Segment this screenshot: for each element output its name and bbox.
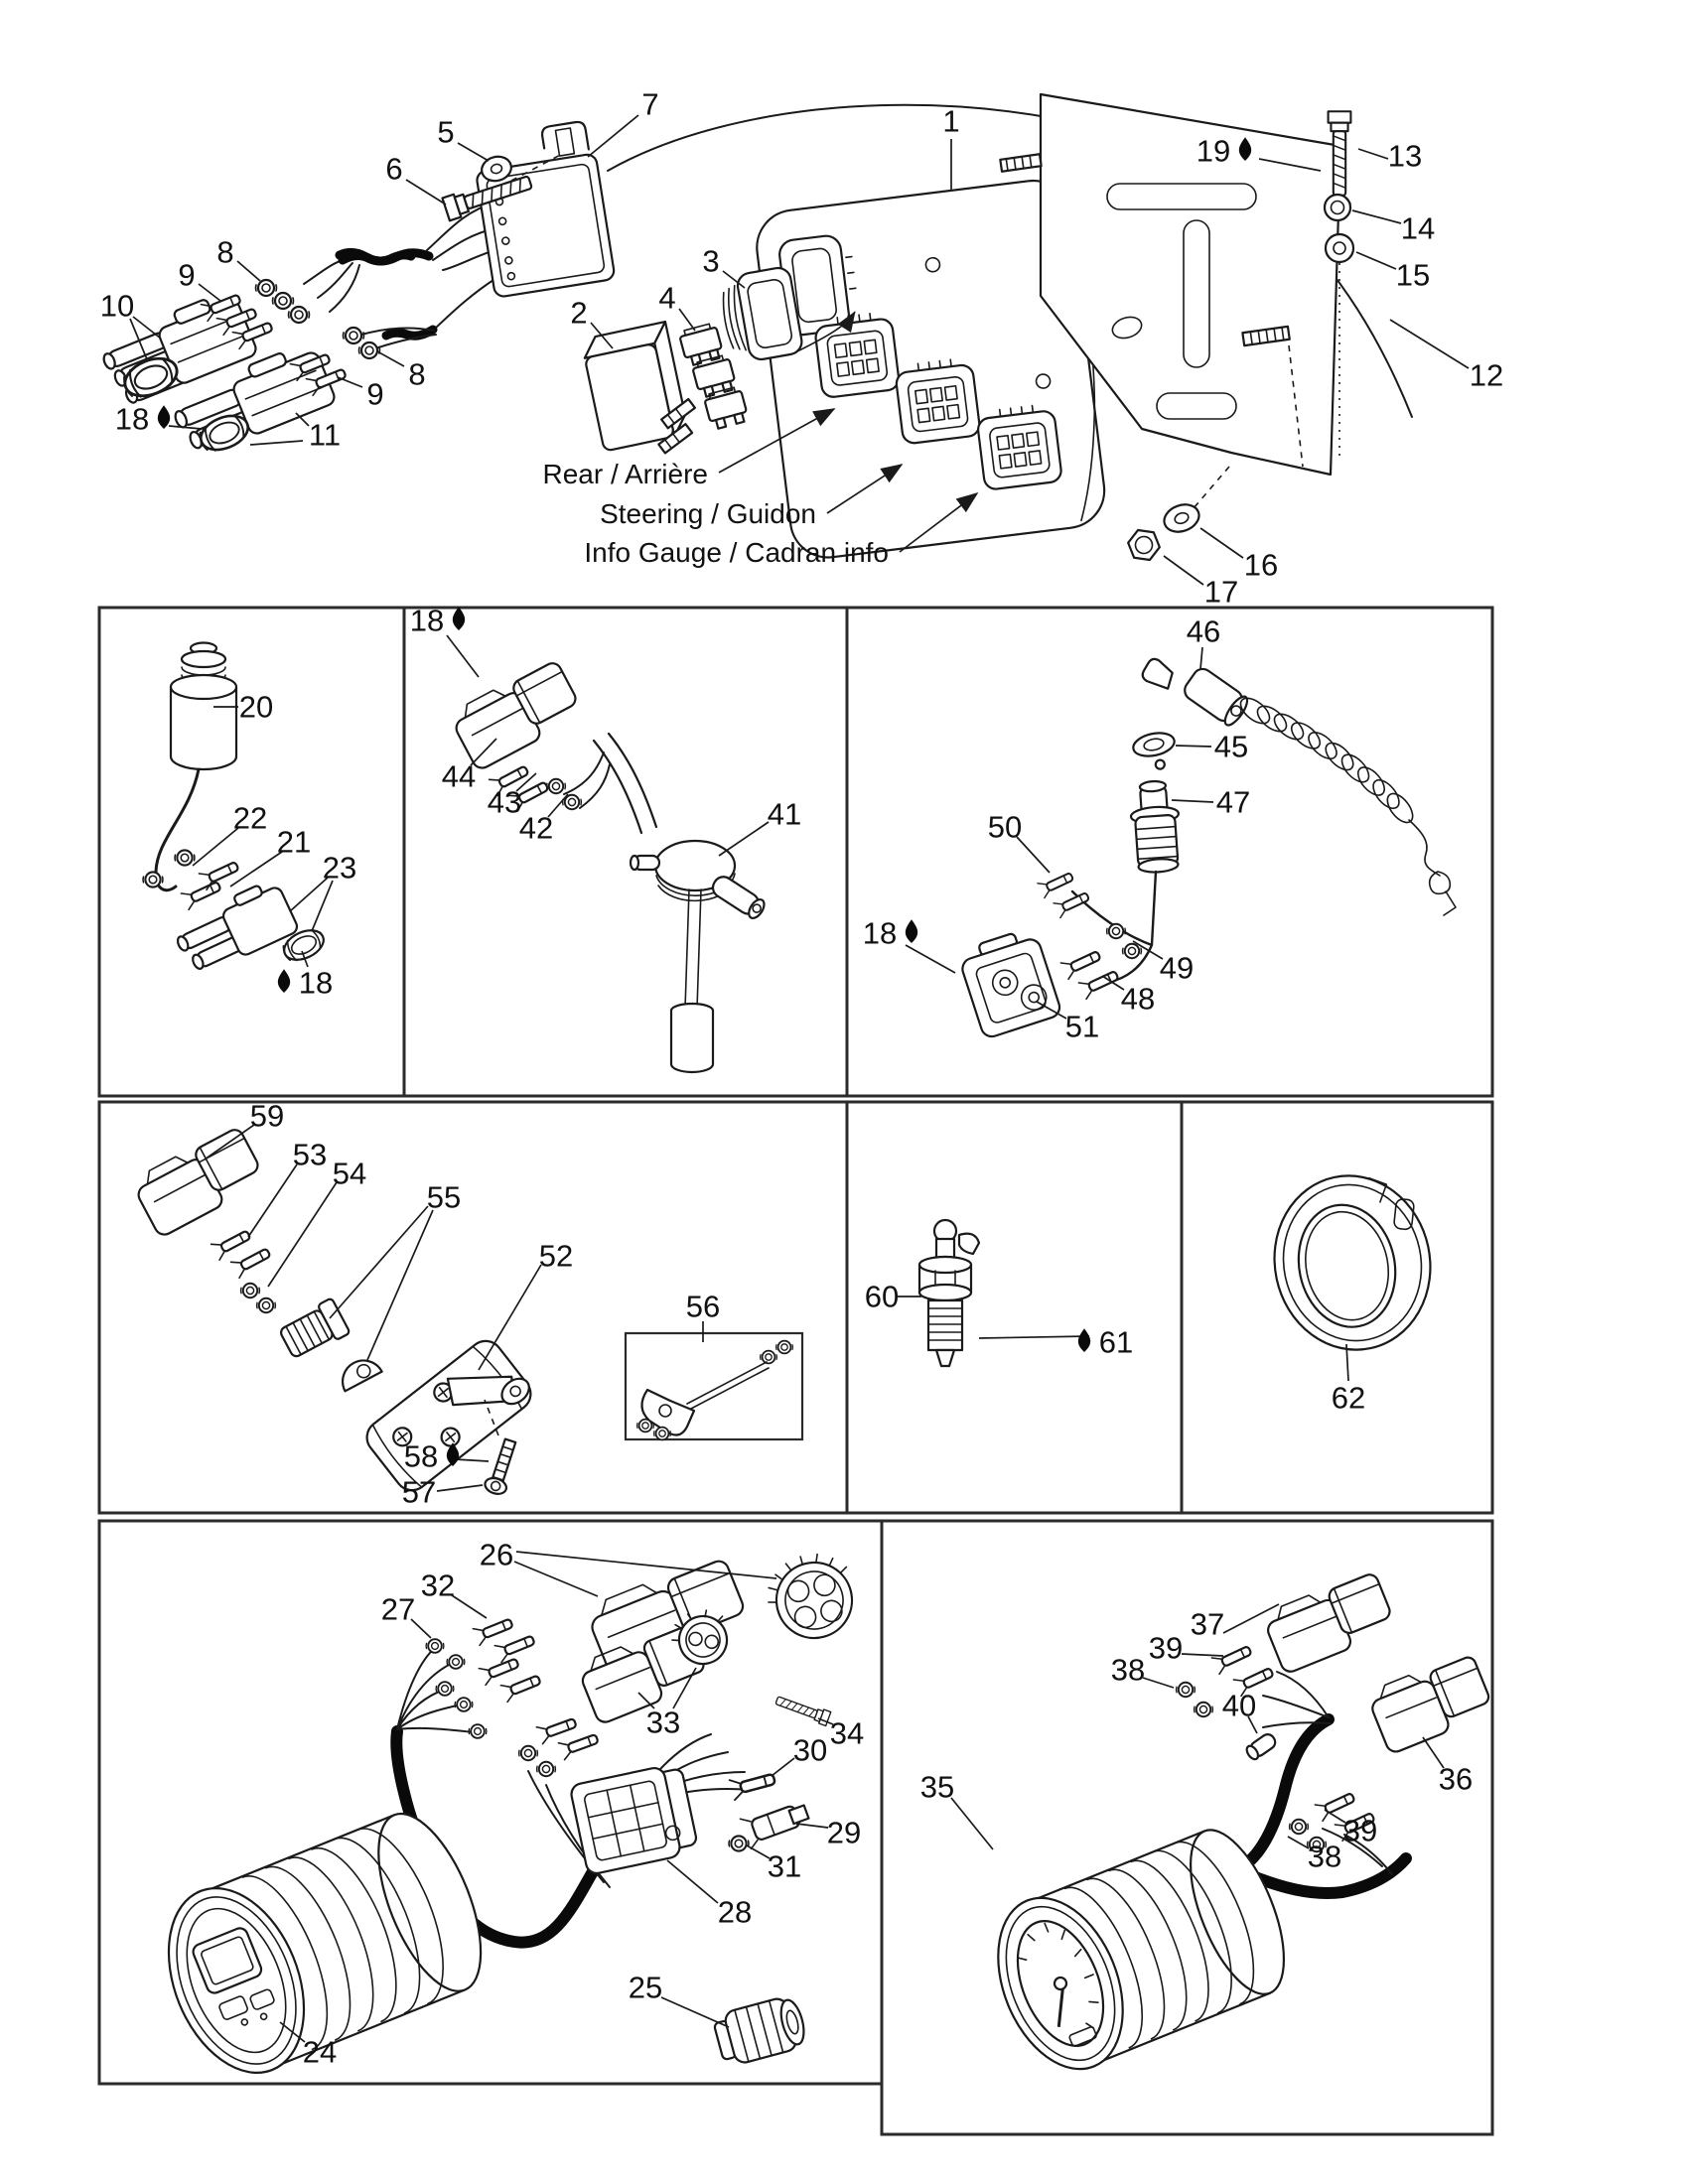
part-label-38: 38 bbox=[1110, 1652, 1146, 1688]
part-label-47: 47 bbox=[1215, 784, 1251, 820]
part-label-18: 18 bbox=[298, 965, 334, 1001]
leader-line bbox=[1172, 800, 1213, 802]
part-label-1: 1 bbox=[942, 103, 960, 139]
part-label-61: 61 bbox=[1098, 1324, 1134, 1360]
leader-line bbox=[796, 1824, 828, 1828]
leader-line bbox=[1182, 1654, 1223, 1656]
part-label-27: 27 bbox=[380, 1591, 416, 1627]
part-label-9: 9 bbox=[178, 257, 196, 293]
part-label-39: 39 bbox=[1148, 1630, 1184, 1666]
part-label-8: 8 bbox=[216, 234, 234, 270]
leader-line bbox=[338, 377, 362, 387]
part-14-lock-washer bbox=[1325, 195, 1350, 220]
part-label-19: 19 bbox=[1196, 133, 1231, 169]
part-label-34: 34 bbox=[829, 1715, 865, 1751]
part-label-26: 26 bbox=[479, 1537, 514, 1572]
part-label-18: 18 bbox=[409, 603, 445, 638]
part-23-connector bbox=[170, 878, 300, 980]
part-label-22: 22 bbox=[232, 800, 268, 836]
leader-line bbox=[248, 1164, 297, 1237]
leader-line bbox=[268, 1182, 337, 1287]
part-label-32: 32 bbox=[420, 1568, 456, 1603]
leader-line bbox=[455, 1459, 489, 1461]
part-label-11: 11 bbox=[308, 417, 342, 453]
part-30-terminal bbox=[730, 1769, 777, 1800]
leader-line bbox=[679, 309, 695, 331]
leader-line bbox=[951, 1798, 993, 1849]
leader-line bbox=[516, 1552, 776, 1578]
leader-line bbox=[447, 635, 479, 677]
leader-line bbox=[1288, 1837, 1309, 1848]
part-label-48: 48 bbox=[1120, 981, 1156, 1017]
part-label-35: 35 bbox=[919, 1769, 955, 1805]
leader-line bbox=[906, 945, 955, 973]
leader-line bbox=[1358, 149, 1388, 159]
leader-line bbox=[747, 1845, 770, 1858]
part-label-29: 29 bbox=[826, 1815, 862, 1850]
part-label-12: 12 bbox=[1469, 357, 1504, 393]
leader-line bbox=[437, 1485, 483, 1491]
part-26-cap bbox=[760, 1546, 863, 1648]
part-label-20: 20 bbox=[238, 689, 274, 725]
part-40-pin bbox=[1244, 1731, 1278, 1761]
part-label-36: 36 bbox=[1438, 1761, 1474, 1797]
lubricant-drop-icon bbox=[453, 607, 465, 630]
part-label-23: 23 bbox=[322, 850, 357, 886]
part-label-62: 62 bbox=[1331, 1380, 1366, 1416]
part-4-fuses bbox=[678, 323, 749, 431]
part-label-52: 52 bbox=[538, 1238, 574, 1274]
part-label-38: 38 bbox=[1307, 1839, 1342, 1874]
caption-label: Rear / Arrière bbox=[542, 459, 708, 489]
part-29-terminal bbox=[741, 1797, 812, 1848]
leader-line bbox=[661, 1997, 729, 2027]
lubricant-drop-icon bbox=[906, 919, 917, 943]
part-label-14: 14 bbox=[1400, 210, 1436, 246]
part-44-connector bbox=[448, 657, 585, 771]
part-label-6: 6 bbox=[385, 151, 403, 187]
part-17-nut bbox=[1126, 529, 1162, 561]
leader-line bbox=[237, 261, 260, 281]
part-label-10: 10 bbox=[99, 288, 135, 324]
part-15-washer bbox=[1326, 234, 1353, 262]
part-59-connector bbox=[130, 1124, 267, 1238]
part-label-2: 2 bbox=[570, 295, 588, 331]
part-label-18: 18 bbox=[114, 401, 150, 437]
leader-line bbox=[719, 822, 769, 856]
leader-line bbox=[1176, 746, 1211, 747]
part-3-switch-boot bbox=[718, 266, 804, 364]
caption-label: Info Gauge / Cadran info bbox=[584, 537, 889, 568]
part-label-46: 46 bbox=[1186, 614, 1221, 649]
part-label-53: 53 bbox=[292, 1137, 328, 1172]
lubricant-drop-icon bbox=[158, 405, 170, 429]
part-label-41: 41 bbox=[767, 796, 802, 832]
part-60-temperature-sensor bbox=[919, 1220, 979, 1366]
leader-line bbox=[377, 351, 404, 366]
part-label-30: 30 bbox=[792, 1732, 828, 1768]
leader-line bbox=[979, 1336, 1089, 1338]
part-label-21: 21 bbox=[276, 824, 312, 860]
part-20-sensor bbox=[156, 643, 236, 890]
part-label-5: 5 bbox=[437, 114, 455, 150]
part-62-gauge-boot bbox=[1258, 1161, 1446, 1365]
leader-line bbox=[250, 441, 303, 445]
part-label-50: 50 bbox=[987, 809, 1023, 845]
leader-line bbox=[367, 1210, 433, 1360]
leader-line bbox=[1352, 210, 1401, 223]
part-57-screw bbox=[483, 1437, 520, 1497]
part-label-45: 45 bbox=[1213, 729, 1249, 764]
part-label-51: 51 bbox=[1064, 1009, 1100, 1044]
caption-label: Steering / Guidon bbox=[600, 498, 816, 529]
part-label-57: 57 bbox=[401, 1474, 437, 1510]
part-34-bolt bbox=[774, 1694, 831, 1726]
part-label-3: 3 bbox=[702, 243, 720, 279]
part-37-connector bbox=[1261, 1570, 1397, 1675]
part-52-switch-assembly bbox=[360, 1333, 538, 1497]
part-label-9: 9 bbox=[366, 376, 384, 412]
part-label-44: 44 bbox=[441, 758, 477, 794]
leader-line bbox=[1390, 320, 1469, 368]
leader-line bbox=[458, 143, 489, 161]
part-label-4: 4 bbox=[658, 280, 676, 316]
leader-line bbox=[193, 828, 238, 866]
part-label-15: 15 bbox=[1395, 257, 1431, 293]
leader-line bbox=[772, 1758, 794, 1776]
leader-line bbox=[1143, 1678, 1174, 1688]
part-8-grommets-upper bbox=[256, 280, 310, 323]
part-label-7: 7 bbox=[641, 86, 659, 122]
part-51-connector bbox=[956, 926, 1062, 1039]
part-label-49: 49 bbox=[1159, 950, 1195, 986]
part-label-16: 16 bbox=[1243, 547, 1279, 583]
leader-line bbox=[406, 180, 446, 205]
leader-line bbox=[479, 1265, 541, 1370]
leader-line bbox=[452, 1595, 487, 1618]
lubricant-drop-icon bbox=[1078, 1328, 1090, 1352]
part-label-59: 59 bbox=[249, 1098, 285, 1134]
part-31-grommet bbox=[729, 1836, 749, 1850]
leader-line bbox=[330, 1206, 428, 1318]
part-label-56: 56 bbox=[685, 1289, 721, 1324]
part-label-25: 25 bbox=[628, 1970, 663, 2005]
part-label-40: 40 bbox=[1221, 1688, 1257, 1723]
leader-line bbox=[1200, 528, 1243, 558]
part-label-24: 24 bbox=[302, 2034, 338, 2070]
part-label-39: 39 bbox=[1342, 1813, 1378, 1848]
leader-line bbox=[1200, 647, 1202, 669]
leader-line bbox=[667, 1860, 718, 1903]
part-label-58: 58 bbox=[403, 1438, 439, 1474]
part-label-8: 8 bbox=[408, 356, 426, 392]
part-label-28: 28 bbox=[717, 1894, 753, 1930]
part-label-18: 18 bbox=[862, 915, 898, 951]
part-label-42: 42 bbox=[518, 810, 554, 846]
part-41-baffle-pickup bbox=[564, 734, 768, 1072]
part-46-lanyard-cap bbox=[1140, 656, 1251, 728]
leader-line bbox=[588, 115, 638, 157]
leader-line bbox=[514, 1562, 598, 1596]
part-47-switch-body bbox=[1129, 779, 1183, 874]
part-label-43: 43 bbox=[487, 784, 522, 820]
part-7-voltage-regulator bbox=[471, 120, 616, 298]
part-label-37: 37 bbox=[1190, 1606, 1225, 1642]
part-45-retainer-ring bbox=[1131, 730, 1180, 773]
part-28-connector bbox=[569, 1762, 699, 1875]
lubricant-drop-icon bbox=[278, 969, 290, 993]
part-56-lever-kit bbox=[637, 1341, 793, 1440]
part-label-54: 54 bbox=[332, 1156, 367, 1191]
part-label-13: 13 bbox=[1387, 138, 1423, 174]
part-label-55: 55 bbox=[426, 1179, 462, 1215]
part-55-boot bbox=[336, 1353, 382, 1391]
part-36-connector bbox=[1365, 1651, 1495, 1755]
part-label-31: 31 bbox=[767, 1848, 802, 1884]
part-46-coiled-lanyard bbox=[1236, 693, 1456, 915]
leader-line bbox=[1356, 252, 1396, 269]
part-label-60: 60 bbox=[864, 1279, 900, 1314]
part-25-connector bbox=[712, 1993, 809, 2068]
leader-line bbox=[1164, 556, 1203, 585]
leader-line bbox=[199, 284, 220, 301]
part-label-33: 33 bbox=[645, 1705, 681, 1740]
part-label-17: 17 bbox=[1203, 574, 1239, 610]
